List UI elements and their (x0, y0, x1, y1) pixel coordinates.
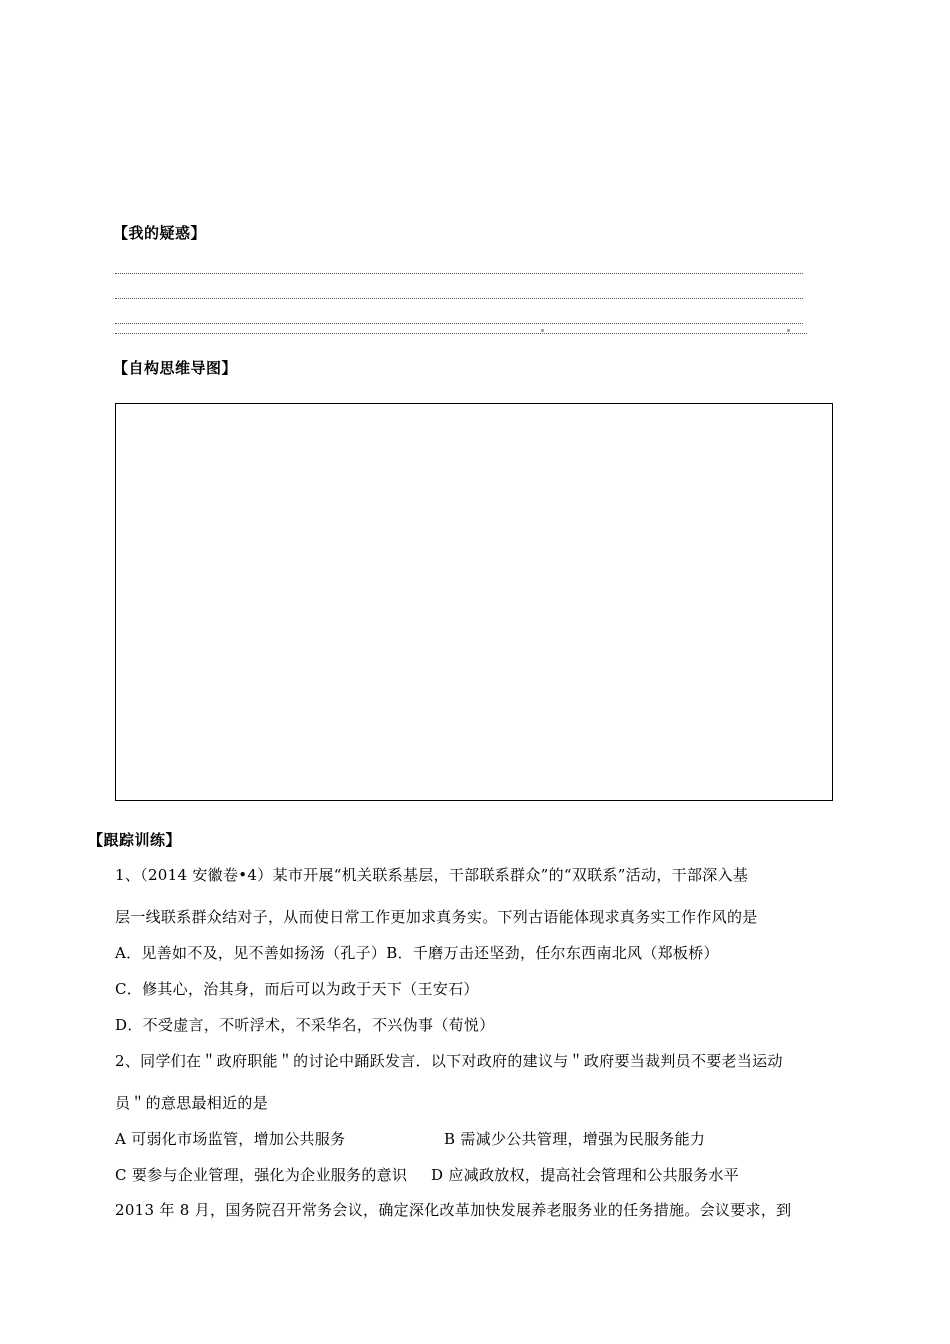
question-2-line-1: 2、同学们在＂政府职能＂的讨论中踊跃发言．以下对政府的建议与＂政府要当裁判员不要老当运动 (115, 1052, 783, 1070)
section-heading-follow-up-training: 【跟踪训练】 (88, 831, 182, 849)
answer-line-4 (115, 333, 807, 334)
section-heading-mind-map: 【自构思维导图】 (113, 359, 238, 377)
answer-line-2 (115, 298, 803, 299)
question-1-line-2: 层一线联系群众结对子，从而使日常工作更加求真务实。下列古语能体现求真务实工作作风的是 (115, 908, 758, 926)
answer-line-1 (115, 273, 803, 274)
question-3-line-1: 2013 年 8 月，国务院召开常务会议，确定深化改革加快发展养老服务业的任务措施。会议要求，到 (115, 1201, 792, 1219)
mind-map-box (115, 403, 833, 801)
section-heading-my-doubts: 【我的疑惑】 (113, 224, 207, 242)
question-2-line-2: 员＂的意思最相近的是 (115, 1094, 269, 1112)
question-2-option-c: C 要参与企业管理，强化为企业服务的意识 (115, 1166, 408, 1184)
question-1-option-d: D．不受虚言，不听浮术，不采华名，不兴伪事（荀悦） (115, 1016, 495, 1034)
question-2-option-b: B 需减少公共管理，增强为民服务能力 (444, 1130, 706, 1148)
green-mark-1 (541, 329, 544, 332)
question-1-line-1: 1、（2014 安徽卷•4）某市开展“机关联系基层，干部联系群众”的“双联系”活动，干部深入基 (115, 866, 749, 884)
question-1-option-c: C．修其心，治其身，而后可以为政于天下（王安石） (115, 980, 479, 998)
question-1-options-a-b: A．见善如不及，见不善如扬汤（孔子）B．千磨万击还坚劲，任尔东西南北风（郑板桥） (115, 944, 719, 962)
question-2-option-d: D 应减政放权，提高社会管理和公共服务水平 (431, 1166, 740, 1184)
answer-line-3 (115, 323, 803, 324)
green-mark-2 (787, 329, 790, 332)
question-2-option-a: A 可弱化市场监管，增加公共服务 (115, 1130, 346, 1148)
